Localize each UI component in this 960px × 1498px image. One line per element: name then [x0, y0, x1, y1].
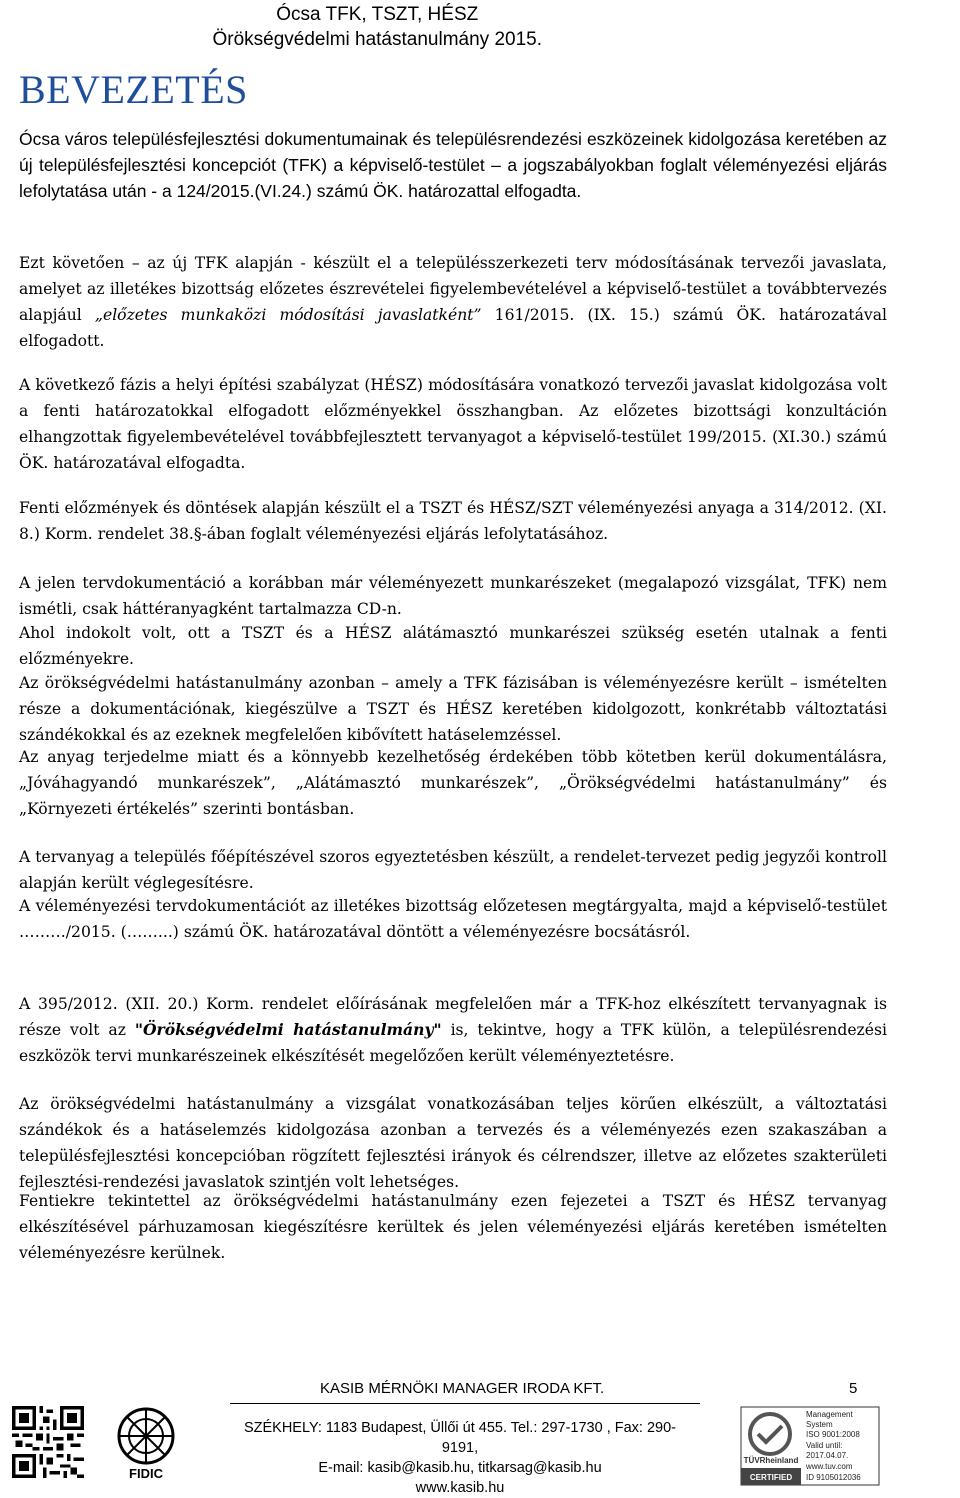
qr-code-icon: [12, 1406, 84, 1478]
paragraph-8: Az anyag terjedelme miatt és a könnyebb kezelhetőség érdekében több kötetben kerül dokumentálásra, „Jóváhagyandó munkarészek”, „Alátámasztó munkarészek”, „Örökségvédelmi hatástanulmány” és „Környezeti értékelés” szerinti bontásban.: [19, 748, 887, 818]
paragraph-2-text-a: Ezt követően – az új TFK alapján - készült el a településszerkezeti terv módosításának tervezői javaslata, amelyet az illetékes bizottság előzetes észrevételei figyelembevételével a képviselő-testület a továbbtervezés alapjául: [19, 254, 887, 324]
paragraph-1: Ócsa város településfejlesztési dokumentumainak és településrendezési eszközeinek kidolgozása keretében az új településfejlesztési koncepciót (TFK) a képviselő-testület – a jogszabályokban foglalt véleményezési eljárás lefolytatása után - a 124/2015.(VI.24.) számú ÖK. határozattal elfogadta.: [19, 129, 887, 201]
footer-address: SZÉKHELY: 1183 Budapest, Üllői út 455. Tel.: 297-1730 , Fax: 290-9191,: [243, 1420, 677, 1456]
tuv-line-1: Management: [806, 1410, 853, 1419]
fidic-logo-text: FIDIC: [129, 1466, 163, 1481]
footer-divider: [230, 1403, 700, 1404]
paragraph-11-text-a: A 395/2012. (XII. 20.) Korm. rendelet előírásának megfelelően már a TFK-hoz elkészített tervanyagnak is része volt az: [19, 995, 887, 1039]
paragraph-6: Ahol indokolt volt, ott a TSZT és a HÉSZ alátámasztó munkarészei szükség esetén utalnak a fenti előzményekre.: [19, 624, 887, 668]
tuv-line-3: ISO 9001:2008: [806, 1430, 860, 1439]
footer-website: www.kasib.hu: [415, 1480, 505, 1496]
page-number: 5: [849, 1380, 858, 1397]
tuv-certification-badge: [740, 1406, 880, 1486]
tuv-line-7: ID 9105012036: [806, 1473, 861, 1482]
paragraph-11: [19, 991, 887, 1069]
header-line-2: Örökségvédelmi hatástanulmány 2015.: [212, 29, 542, 50]
footer-email: E-mail: kasib@kasib.hu, titkarsag@kasib.hu: [318, 1460, 602, 1476]
paragraph-11-text-b: is, tekintve, hogy a TFK külön, a településrendezési eszközök tervi munkarészeinek elkészítését megelőzően került véleményeztetésre.: [19, 1021, 887, 1065]
tuv-line-6: www.tuv.com: [806, 1462, 853, 1471]
paragraph-13: Fentiekre tekintettel az örökségvédelmi hatástanulmány ezen fejezetei a TSZT és HÉSZ tervanyag elkészítésével párhuzamosan kiegészítésre kerültek és jelen véleményezési eljárás keretében ismételten véleményezésre kerülnek.: [19, 1192, 887, 1262]
section-title: BEVEZETÉS: [19, 67, 248, 112]
page-header: [212, 2, 542, 52]
paragraph-4: Fenti előzmények és döntések alapján készült el a TSZT és HÉSZ/SZT véleményezési anyaga a 314/2012. (XI. 8.) Korm. rendelet 38.§-ában foglalt véleményezési eljárás lefolytatásához.: [19, 499, 887, 543]
footer-company: KASIB MÉRNÖKI MANAGER IRODA KFT.: [320, 1380, 605, 1397]
paragraph-10: A véleményezési tervdokumentációt az illetékes bizottság előzetesen megtárgyalta, majd a képviselő-testület ………/2015. (……...) számú ÖK. határozatával döntött a véleményezésre bocsátásról.: [19, 897, 887, 941]
paragraph-9: A tervanyag a település főépítészével szoros egyeztetésben készült, a rendelet-tervezet pedig jegyzői kontroll alapján került véglegesítésre.: [19, 848, 887, 892]
paragraph-11-emphasis: "Örökségvédelmi hatástanulmány": [134, 1020, 442, 1039]
header-line-1: Ócsa TFK, TSZT, HÉSZ: [276, 4, 479, 25]
fidic-logo-icon: [100, 1406, 192, 1482]
tuv-certified: CERTIFIED: [749, 1473, 793, 1482]
paragraph-2-emphasis: „előzetes munkaközi módosítási javaslatként”: [94, 306, 482, 324]
tuv-line-4: Valid until:: [806, 1441, 843, 1450]
paragraph-2: [19, 250, 887, 354]
paragraph-2-text-b: 161/2015. (IX. 15.) számú ÖK. határozatával elfogadott.: [19, 306, 887, 350]
paragraph-3: A következő fázis a helyi építési szabályzat (HÉSZ) módosítására vonatkozó tervezői javaslat kidolgozása volt a fenti határozatokkal elfogadott előzményekkel összhangban. Az előzetes bizottsági konzultáción elhangzottak figyelembevételével továbbfejlesztett tervanyagot a képviselő-testület 199/2015. (XI.30.) számú ÖK. határozatával elfogadta.: [19, 376, 887, 472]
tuv-brand: TÜVRheinland: [743, 1456, 799, 1465]
paragraph-7: Az örökségvédelmi hatástanulmány azonban – amely a TFK fázisában is véleményezésre került – ismételten része a dokumentációnak, kiegészülve a TSZT és HÉSZ keretében kidolgozott, konkrétabb változtatási szándékokkal és az ezeknek megfelelően kibővített hatáselemzéssel.: [19, 674, 887, 744]
tuv-line-2: System: [806, 1420, 833, 1429]
tuv-line-5: 2017.04.07.: [806, 1451, 849, 1460]
paragraph-12: Az örökségvédelmi hatástanulmány a vizsgálat vonatkozásában teljes körűen elkészült, a változtatási szándékok és a hatáselemzés kidolgozása azonban a tervezés és a véleményezés ezen szakaszában a településfejlesztési koncepcióban rögzített fejlesztési irányok és célrendszer, illetve az előzetes szakterületi fejlesztési-rendezési javaslatok szintjén volt lehetséges.: [19, 1095, 887, 1191]
paragraph-5: A jelen tervdokumentáció a korábban már véleményezett munkarészeket (megalapozó vizsgálat, TFK) nem ismétli, csak háttéranyagként tartalmazza CD-n.: [19, 574, 887, 618]
footer-contact: [230, 1418, 690, 1498]
